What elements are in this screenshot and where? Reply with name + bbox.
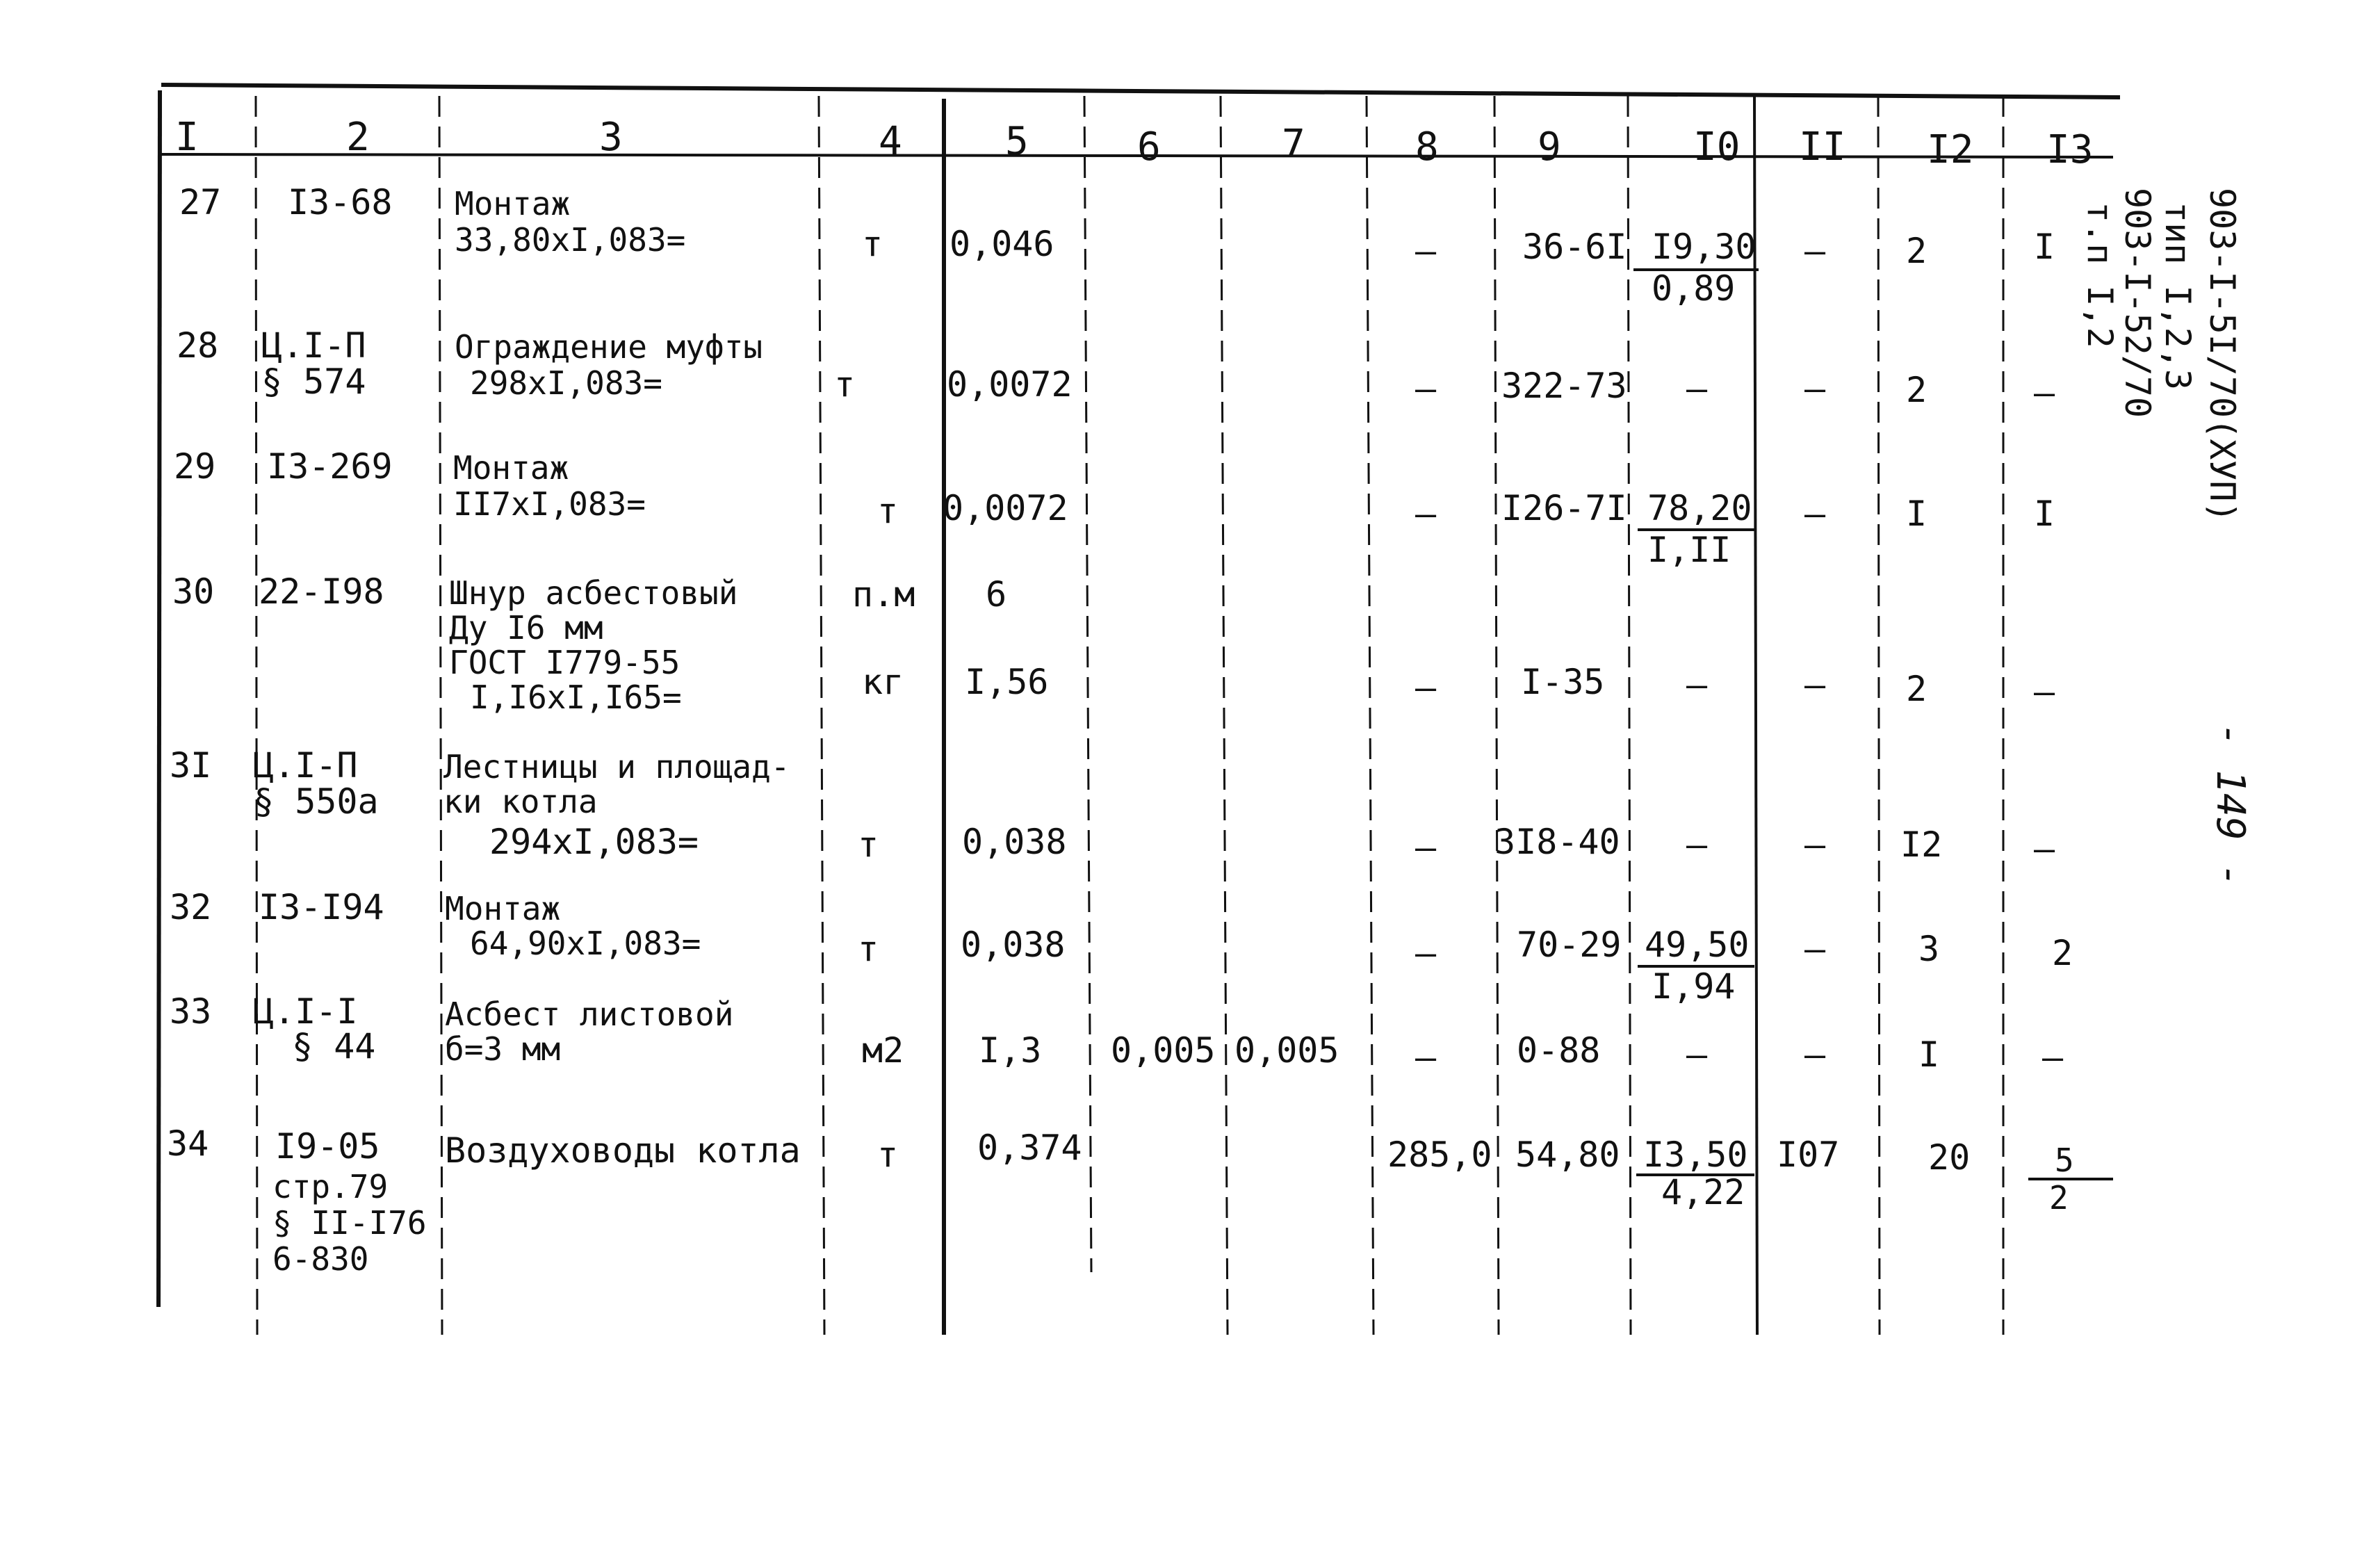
row-number: 28 <box>177 325 219 366</box>
row-col9: 322-73 <box>1501 366 1627 406</box>
row-number: 34 <box>167 1123 209 1164</box>
header-col-7: 7 <box>1282 122 1305 167</box>
row-col13: 2 <box>2052 933 2073 973</box>
row-col10-top: I9,30 <box>1652 227 1757 267</box>
row-desc: ки котла <box>443 783 598 820</box>
row-desc: 298хI,083= <box>470 364 662 402</box>
side-stamp-line1: 903-I-5I/70(ХУП) <box>2202 188 2242 523</box>
row-code: § II-I76 <box>272 1204 427 1242</box>
row-code: Ц.I-П <box>253 745 358 786</box>
row-number: 30 <box>172 571 215 612</box>
row-col12: 2 <box>1906 231 1927 271</box>
row-col11: – <box>1804 1034 1826 1075</box>
row-code: § 44 <box>292 1026 376 1066</box>
row-unit: т <box>877 491 899 531</box>
row-col10: – <box>1686 368 1708 409</box>
row-col9: 3I8-40 <box>1494 822 1620 862</box>
row-col9: 54,80 <box>1515 1135 1620 1175</box>
row-code: I3-I94 <box>259 887 384 927</box>
row-col11: – <box>1804 665 1826 705</box>
row-col8: – <box>1415 368 1437 409</box>
row-col12: I2 <box>1900 824 1943 865</box>
row-col12: 20 <box>1928 1137 1971 1178</box>
row-code: стр.79 <box>272 1168 389 1205</box>
header-col-2: 2 <box>346 115 370 160</box>
row-code: I3-269 <box>267 446 393 487</box>
row-col13: – <box>2034 672 2055 712</box>
row-col10: – <box>1686 824 1708 865</box>
row-desc: Ограждение муфты <box>455 328 763 366</box>
row-desc: II7хI,083= <box>453 485 646 523</box>
row-number: 32 <box>170 887 212 927</box>
row-col9: 70-29 <box>1517 925 1622 965</box>
row-code: 6-830 <box>272 1240 369 1278</box>
row-desc: Монтаж <box>445 890 561 927</box>
row-col13: I <box>2034 227 2055 267</box>
header-col-10: I0 <box>1693 124 1741 170</box>
row-unit: кг <box>862 662 904 702</box>
row-code: 22-I98 <box>259 571 384 612</box>
row-unit: т <box>877 1135 899 1175</box>
row-col10: – <box>1686 665 1708 705</box>
row-col8: 285,0 <box>1387 1135 1492 1175</box>
row-col8: – <box>1415 827 1437 868</box>
row-qty: 0,038 <box>961 925 1066 965</box>
row-col7: 0,005 <box>1234 1030 1339 1071</box>
row-col13: – <box>2042 1037 2064 1078</box>
row-code: § 574 <box>261 361 366 402</box>
header-col-8: 8 <box>1415 124 1439 170</box>
row-desc: 33,80хI,083= <box>455 221 686 259</box>
row-desc: 64,90хI,083= <box>470 925 701 962</box>
row-col12: I <box>1918 1034 1940 1075</box>
row-unit: т <box>834 364 856 405</box>
header-col-6: 6 <box>1137 124 1161 170</box>
row-unit: п.м <box>852 574 915 615</box>
row-col10-top: 78,20 <box>1647 488 1752 528</box>
row-col11: – <box>1804 231 1826 271</box>
row-col8: – <box>1415 933 1437 973</box>
row-col11: – <box>1804 368 1826 409</box>
row-col12: 3 <box>1918 929 1940 969</box>
row-col8: – <box>1415 494 1437 534</box>
row-qty: 0,374 <box>977 1128 1082 1168</box>
row-col9: I-35 <box>1521 662 1605 702</box>
row-unit: т <box>862 224 883 264</box>
row-col13: – <box>2034 373 2055 413</box>
side-stamp-line2: тип I,2,3 <box>2158 202 2198 390</box>
header-col-13: I3 <box>2046 127 2094 172</box>
row-number: 27 <box>179 182 222 222</box>
row-col9: 36-6I <box>1522 227 1627 267</box>
row-col12: I <box>1906 494 1927 534</box>
row-desc: Асбест листовой <box>445 996 734 1033</box>
header-col-3: 3 <box>599 115 623 160</box>
row-col10: – <box>1686 1034 1708 1075</box>
row-unit: т <box>858 824 879 865</box>
row-col10-bottom: I,II <box>1647 530 1731 570</box>
row-desc: Монтаж <box>455 185 571 222</box>
row-col10-top: 49,50 <box>1645 925 1750 965</box>
row-col13: I <box>2034 494 2055 534</box>
row-col9: 0-88 <box>1517 1030 1601 1071</box>
side-stamp-line3: 903-I-52/70 <box>2117 188 2158 419</box>
row-qty: 0,0072 <box>947 364 1073 405</box>
header-col-11: II <box>1799 124 1846 170</box>
row-col8: – <box>1415 1037 1437 1078</box>
header-col-1: I <box>175 115 199 160</box>
row-col10-bottom: 4,22 <box>1661 1172 1745 1212</box>
row-desc: 294хI,083= <box>489 822 699 862</box>
row-col12: 2 <box>1906 370 1927 410</box>
row-desc: Лестницы и площад- <box>443 748 790 786</box>
row-code: I9-05 <box>275 1126 380 1167</box>
row-code: Ц.I-I <box>253 991 358 1032</box>
row-code: I3-68 <box>288 182 393 222</box>
row-qty: 6 <box>986 574 1007 615</box>
row-col11: – <box>1804 824 1826 865</box>
row-code: Ц.I-П <box>261 325 366 366</box>
row-number: 33 <box>170 991 212 1032</box>
row-col11: – <box>1804 494 1826 534</box>
row-col13-bottom: 2 <box>2049 1179 2069 1217</box>
row-qty: 0,038 <box>962 822 1067 862</box>
row-col8: – <box>1415 231 1437 271</box>
header-col-9: 9 <box>1538 124 1561 170</box>
row-desc: ГОСТ I779-55 <box>449 644 680 681</box>
row-col10-bottom: 0,89 <box>1652 268 1736 309</box>
row-col11: – <box>1804 929 1826 969</box>
row-number: 3I <box>170 745 212 786</box>
row-desc: Шнур асбестовый <box>449 574 738 612</box>
row-col10-top: I3,50 <box>1643 1135 1748 1175</box>
side-stamp-line4: т.п I,2 <box>2080 202 2120 348</box>
header-col-4: 4 <box>879 119 902 164</box>
header-col-5: 5 <box>1005 119 1029 164</box>
row-qty: I,3 <box>979 1030 1042 1071</box>
row-code: § 550а <box>253 781 379 822</box>
row-unit: м2 <box>862 1030 904 1071</box>
row-desc: Ду I6 мм <box>449 609 603 647</box>
row-col12: 2 <box>1906 669 1927 709</box>
row-number: 29 <box>174 446 216 487</box>
row-desc: I,I6хI,I65= <box>470 679 682 716</box>
row-desc: Монтаж <box>453 449 569 487</box>
row-qty: 0,0072 <box>943 488 1068 528</box>
row-qty: 0,046 <box>949 224 1054 264</box>
row-desc: б=3 мм <box>445 1030 561 1068</box>
row-desc: Воздуховоды котла <box>445 1130 801 1171</box>
row-col8: – <box>1415 667 1437 708</box>
row-col11: I07 <box>1777 1135 1840 1175</box>
header-col-12: I2 <box>1927 127 1974 172</box>
page-number: - 149 - <box>2208 723 2253 888</box>
row-qty: I,56 <box>965 662 1049 702</box>
row-col10-bottom: I,94 <box>1652 966 1736 1007</box>
row-col13: – <box>2034 829 2055 869</box>
row-col9: I26-7I <box>1501 488 1627 528</box>
row-unit: т <box>858 929 879 969</box>
row-col6: 0,005 <box>1111 1030 1216 1071</box>
row-col13-top: 5 <box>2055 1141 2074 1179</box>
